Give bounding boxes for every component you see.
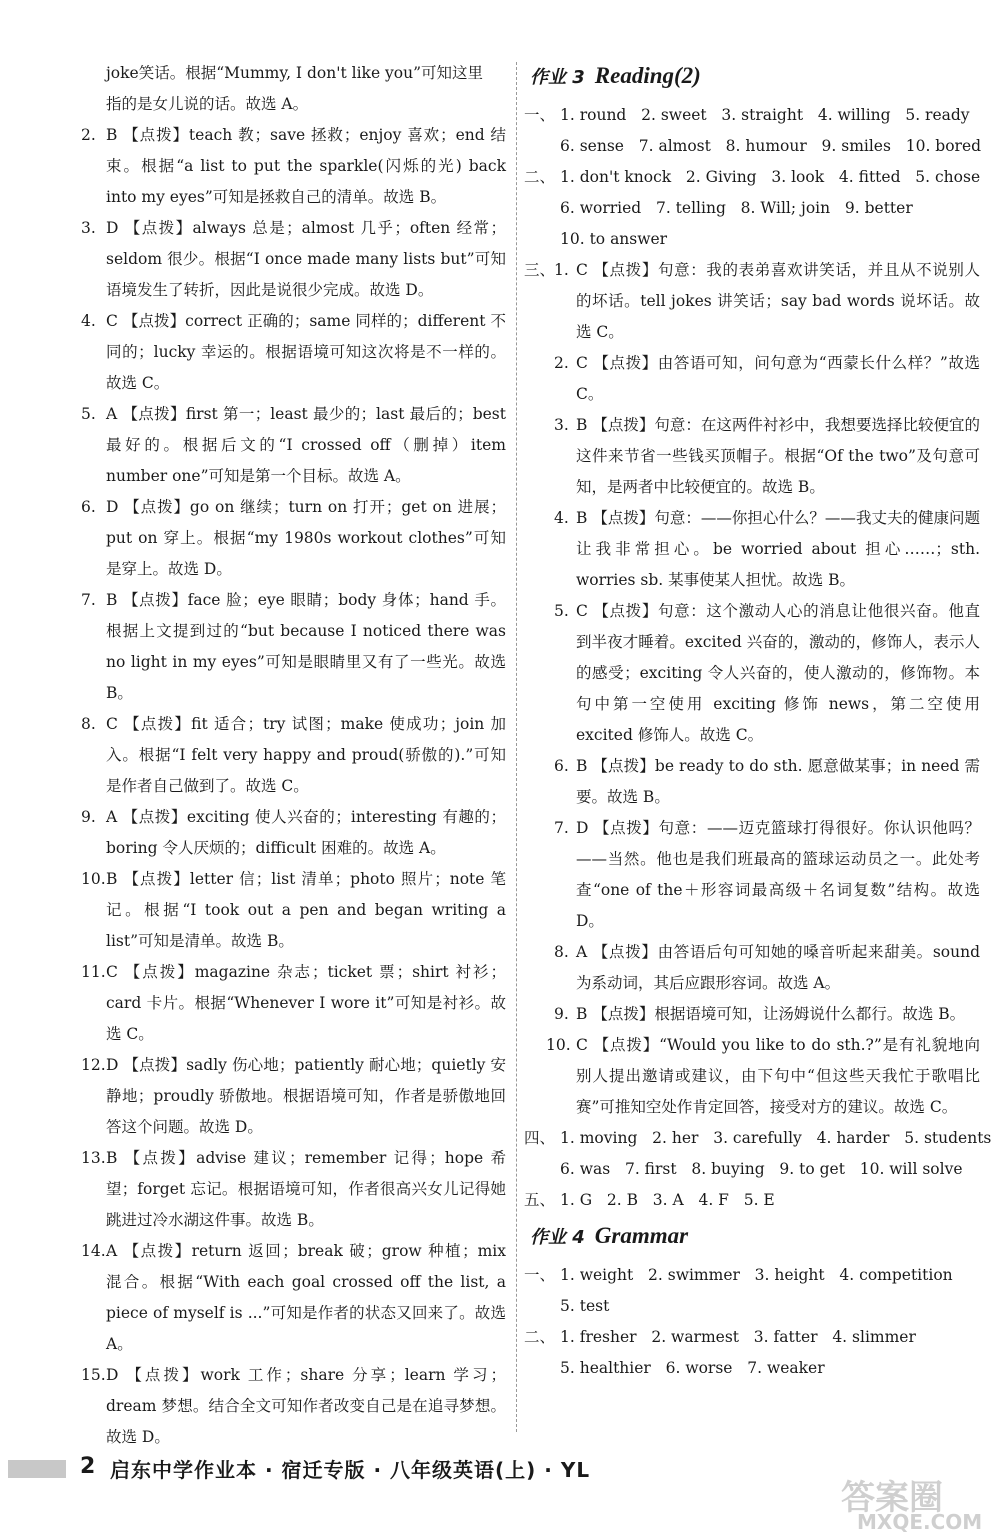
answer-line-text: 6. sense 7. almost 8. humour 9. smiles 10. bored [560, 137, 982, 155]
answer-text: B 【点拨】teach 教；save 拯救；enjoy 喜欢；end 结束。根据“a list to put the sparkle(闪烁的光) back into my eyes”可知是拯救自己的清单。故选 B。 [106, 126, 506, 206]
answer-line [524, 1260, 980, 1291]
answer-line [524, 162, 981, 193]
answer-line [530, 224, 980, 255]
answer-item [81, 1143, 506, 1236]
page-number: 2 [80, 1454, 96, 1479]
answer-item [524, 255, 980, 348]
answer-list [81, 120, 506, 1453]
watermark-logo-text: 答案圈 [841, 1478, 943, 1518]
answer-item [81, 306, 506, 399]
column-divider [516, 62, 517, 1432]
section-4-part-1 [524, 1260, 980, 1322]
answer-text: C 【点拨】句意：这个激动人心的消息让他很兴奋。他直到半夜才睡着。excited 兴奋的，激动的，修饰人，表示人的感受；exciting 令人兴奋的，使人激动的，修饰物。本句中第一空使用 exciting 修饰 news，第二空使用 excited 修饰人。故选 C。 [576, 602, 980, 744]
section-3-label: 作业 3 [530, 67, 585, 88]
answer-text: D 【点拨】work 工作；share 分享；learn 学习；dream 梦想。结合全文可知作者改变自己是在追寻梦想。故选 D。 [106, 1366, 506, 1446]
answer-line-text: 6. was 7. first 8. buying 9. to get 10. will solve [560, 1160, 963, 1178]
answer-number: 15. [81, 1366, 106, 1384]
answer-item [81, 213, 506, 306]
answer-item [530, 937, 980, 999]
answer-number: 2. [554, 354, 569, 372]
answer-text: B 【点拨】句意：——你担心什么？——我丈夫的健康问题让我非常担心。be worried about 担心……；sth. worries sb. 某事使某人担忧。故选 B。 [576, 509, 980, 589]
part-number: 四、 [524, 1129, 556, 1147]
section-3-part-5 [524, 1185, 980, 1216]
right-column [524, 58, 992, 1384]
answer-line-text: 6. worried 7. telling 8. Will; join 9. better [560, 199, 913, 217]
answer-line [524, 100, 980, 131]
answer-text: B 【点拨】句意：在这两件衬衫中，我想要选择比较便宜的这件来节省一些钱买顶帽子。根据“Of the two”及句意可知，是两者中比较便宜的。故选 B。 [576, 416, 980, 496]
answer-number: 6. [81, 498, 96, 516]
answer-text: A 【点拨】由答语后句可知她的嗓音听起来甜美。sound 为系动词，其后应跟形容词。故选 A。 [576, 943, 980, 992]
intro-paragraph: joke笑话。根据“Mummy, I don't like you”可知这里 指的是女儿说的话。故选 A。 [106, 64, 484, 113]
part-number: 二、 [524, 1328, 556, 1346]
answer-line-text: 10. to answer [560, 230, 668, 248]
left-column [81, 58, 506, 1453]
book-title: 启东中学作业本 · 宿迁专版 · 八年级英语(上) · YL [110, 1458, 591, 1482]
answer-line [524, 1123, 992, 1154]
answer-number: 6. [554, 757, 569, 775]
answer-text: D 【点拨】句意：——迈克篮球打得很好。你认识他吗？——当然。他也是我们班最高的篮球运动员之一。此处考查“one of the＋形容词最高级＋名词复数”结构。故选 D。 [576, 819, 980, 930]
section-3-topic: Reading(2) [594, 63, 701, 88]
answer-text: D 【点拨】sadly 伤心地；patiently 耐心地；quietly 安静地；proudly 骄傲地。根据语境可知，作者是骄傲地回答这个问题。故选 D。 [106, 1056, 506, 1136]
answer-line-text: 1. don't knock 2. Giving 3. look 4. fitted 5. chose [560, 168, 981, 186]
answer-number: 7. [554, 819, 569, 837]
answer-text: A 【点拨】first 第一；least 最少的；last 最后的；best 最好的。根据后文的“I crossed off（删掉）item number one”可知是第一个目标。故选 A。 [106, 405, 506, 485]
answer-item [81, 492, 506, 585]
answer-text: D 【点拨】go on 继续；turn on 打开；get on 进展；put on 穿上。根据“my 1980s workout clothes”可知是穿上。故选 D。 [106, 498, 506, 578]
answer-item [81, 1050, 506, 1143]
watermark [835, 1470, 995, 1534]
answer-text: C 【点拨】句意：我的表弟喜欢讲笑话，并且从不说别人的坏话。tell jokes 讲笑话；say bad words 说坏话。故选 C。 [576, 261, 980, 341]
answer-text: B 【点拨】advise 建议；remember 记得；hope 希望；forget 忘记。根据语境可知，作者很高兴女儿记得她跳进过冷水湖这件事。故选 B。 [106, 1149, 506, 1229]
answer-line-text: 1. moving 2. her 3. carefully 4. harder 5. students [560, 1129, 992, 1147]
footer-bar [8, 1460, 66, 1478]
answer-number: 2. [81, 126, 96, 144]
answer-number: 11. [81, 963, 106, 981]
answer-text: B 【点拨】根据语境可知，让汤姆说什么都行。故选 B。 [576, 1005, 966, 1023]
answer-text: B 【点拨】be ready to do sth. 愿意做某事；in need 需要。故选 B。 [576, 757, 980, 806]
answer-line-text: 1. fresher 2. warmest 3. fatter 4. slimmer [560, 1328, 916, 1346]
section-4-label: 作业 4 [530, 1227, 585, 1248]
answer-number: 4. [554, 509, 569, 527]
answer-text: C 【点拨】“Would you like to do sth.?”是有礼貌地向别人提出邀请或建议，由下句中“但这些天我忙于歌唱比赛”可推知空处作肯定回答，接受对方的建议。故选 C。 [576, 1036, 980, 1116]
answer-line-text: 1. weight 2. swimmer 3. height 4. competition [560, 1266, 953, 1284]
answer-text: C 【点拨】fit 适合；try 试图；make 使成功；join 加入。根据“I felt very happy and proud(骄傲的).”可知是作者自己做到了。故选 C。 [106, 715, 506, 795]
answer-item [530, 348, 980, 410]
section-4-title [530, 1218, 980, 1256]
answer-line [530, 193, 980, 224]
section-3-part-4 [524, 1123, 992, 1185]
answer-item [81, 709, 506, 802]
answer-text: C 【点拨】correct 正确的；same 同样的；different 不同的；lucky 幸运的。根据语境可知这次将是不一样的。故选 C。 [106, 312, 506, 392]
answer-number: 5. [554, 602, 569, 620]
part-number: 一、 [524, 1266, 556, 1284]
answer-item [530, 813, 980, 937]
answer-item [81, 802, 506, 864]
answer-item [530, 410, 980, 503]
answer-number: 10. [81, 870, 106, 888]
answer-item [81, 864, 506, 957]
answer-line [530, 1291, 980, 1322]
answer-item [81, 1360, 506, 1453]
answer-number: 9. [554, 1005, 569, 1023]
answer-line-text: 5. test [560, 1297, 610, 1315]
answer-text: B 【点拨】letter 信；list 清单；photo 照片；note 笔记。根据“I took out a pen and began writing a list”可知是清单。故选 B。 [106, 870, 506, 950]
section-3-part-1 [524, 100, 982, 162]
answer-number: 5. [81, 405, 96, 423]
answer-item [530, 751, 980, 813]
answer-line [524, 1322, 980, 1353]
watermark-url: MXQE.COM [857, 1510, 983, 1534]
answer-line-text: 5. healthier 6. worse 7. weaker [560, 1359, 825, 1377]
answer-text: A 【点拨】return 返回；break 破；grow 种植；mix 混合。根据“With each goal crossed off the list, a piece of myself is ...”可知是作者的状态又回来了。故选 A。 [106, 1242, 506, 1353]
part-number: 五、 [524, 1191, 556, 1209]
answer-number: 10. [546, 1036, 571, 1054]
answer-item [81, 585, 506, 709]
section-4-topic: Grammar [594, 1223, 689, 1248]
part-number: 三、 [524, 261, 556, 279]
section-3-part-3 [524, 255, 980, 1123]
answer-number: 14. [81, 1242, 106, 1260]
answer-line [530, 1353, 980, 1384]
answer-number: 13. [81, 1149, 106, 1167]
part-number: 一、 [524, 106, 556, 124]
answer-item [530, 596, 980, 751]
part-number: 二、 [524, 168, 556, 186]
answer-number: 1. [554, 261, 569, 279]
answer-item [81, 120, 506, 213]
answer-line-text: 1. round 2. sweet 3. straight 4. willing 5. ready [560, 106, 970, 124]
answer-number: 3. [81, 219, 96, 237]
answer-text: A 【点拨】exciting 使人兴奋的；interesting 有趣的；boring 令人厌烦的；difficult 困难的。故选 A。 [106, 808, 506, 857]
answer-number: 3. [554, 416, 569, 434]
answer-item [81, 957, 506, 1050]
answer-item [530, 503, 980, 596]
answer-number: 7. [81, 591, 96, 609]
answer-text: C 【点拨】由答语可知，问句意为“西蒙长什么样？”故选 C。 [576, 354, 980, 403]
answer-line-text: 1. G 2. B 3. A 4. F 5. E [560, 1191, 775, 1209]
answer-item [530, 999, 980, 1030]
answer-item [81, 1236, 506, 1360]
answer-number: 8. [81, 715, 96, 733]
section-4-part-2 [524, 1322, 980, 1384]
section-3-title [530, 58, 980, 96]
answer-line [530, 1154, 980, 1185]
answer-text: B 【点拨】face 脸；eye 眼睛；body 身体；hand 手。根据上文提到过的“but because I noticed there was no light in my eyes”可知是眼睛里又有了一些光。故选 B。 [106, 591, 506, 702]
answer-line [524, 1185, 980, 1216]
answer-number: 12. [81, 1056, 106, 1074]
answer-number: 9. [81, 808, 96, 826]
section-3-part-2 [524, 162, 981, 255]
answer-text: C 【点拨】magazine 杂志；ticket 票；shirt 衬衫；card 卡片。根据“Whenever I wore it”可知是衬衫。故选 C。 [106, 963, 506, 1043]
answer-number: 4. [81, 312, 96, 330]
answer-text: D 【点拨】always 总是；almost 几乎；often 经常；seldom 很少。根据“I once made many lists but”可知语境发生了转折，因此是说很少完成。故选 D。 [106, 219, 506, 299]
answer-item [530, 1030, 980, 1123]
answer-line [530, 131, 980, 162]
answer-item [81, 399, 506, 492]
answer-number: 8. [554, 943, 569, 961]
